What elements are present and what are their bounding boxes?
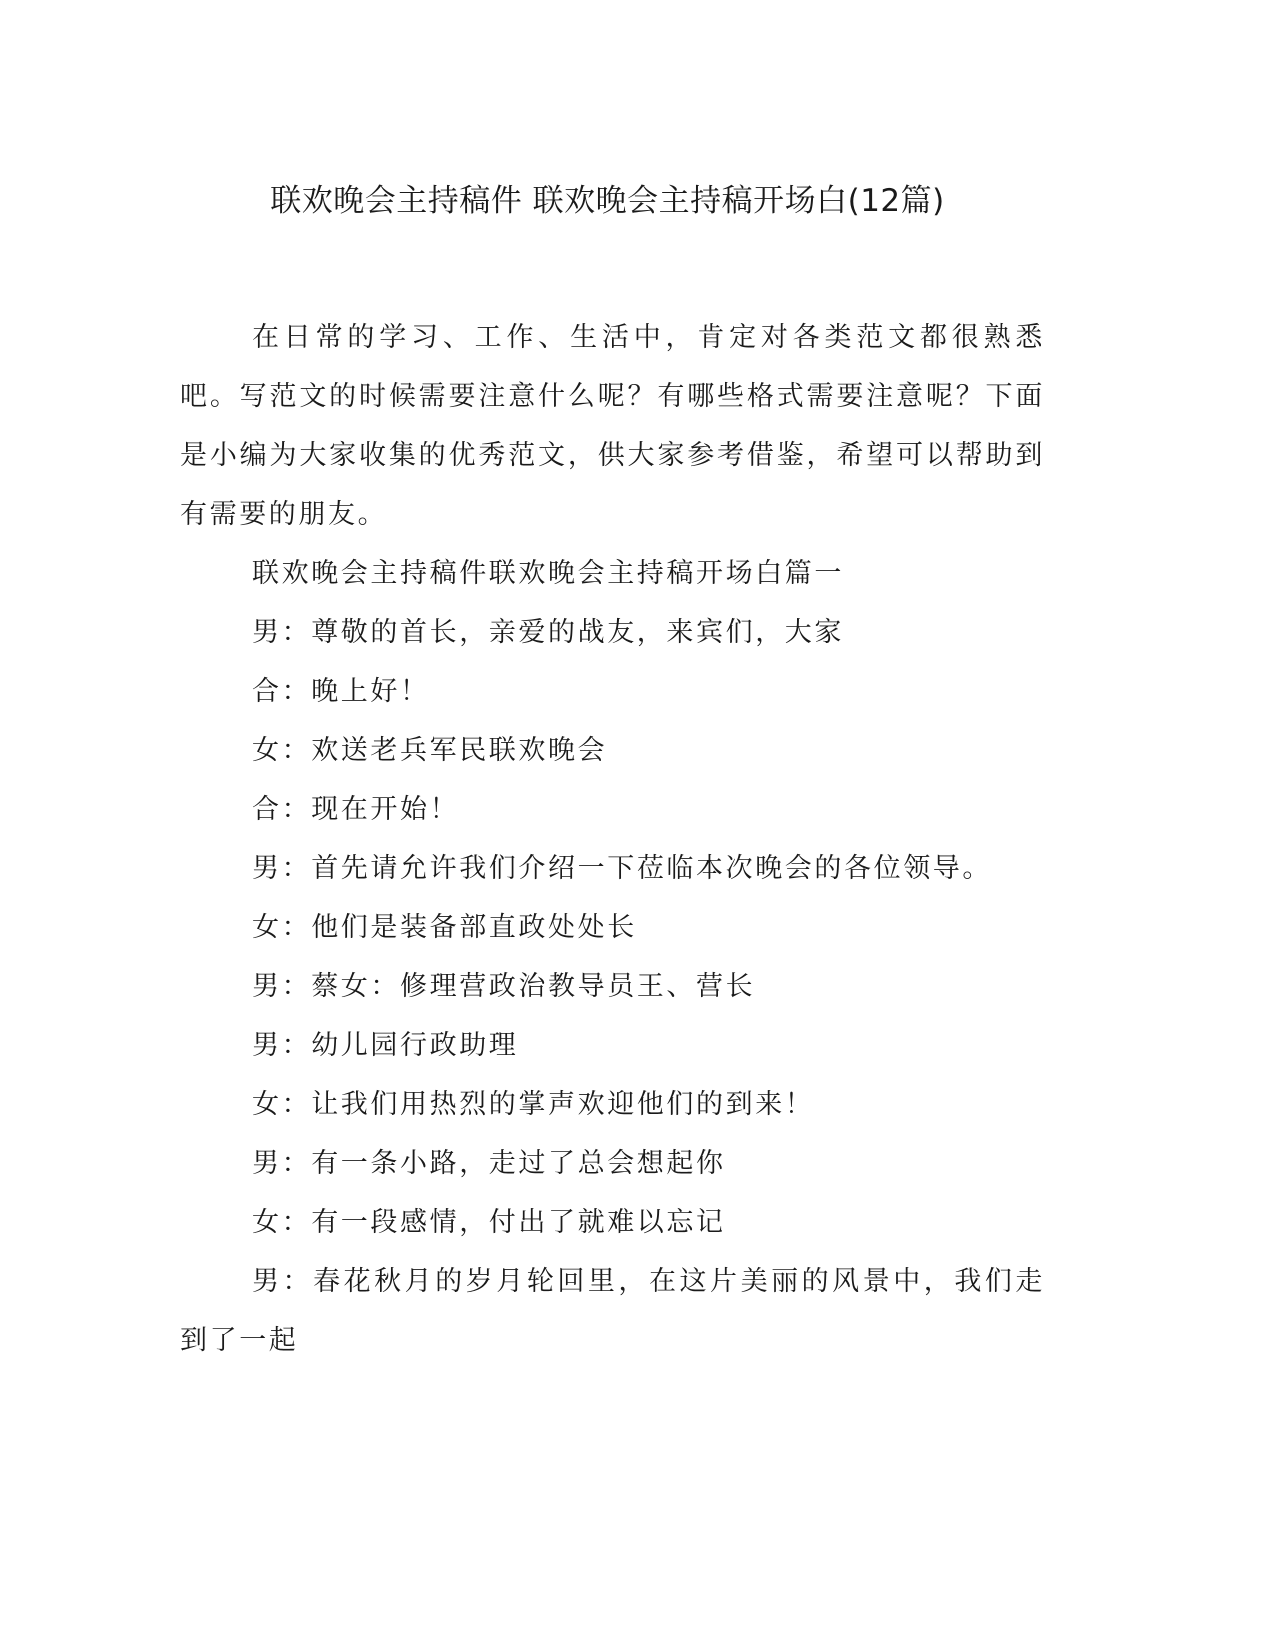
script-line: 男：有一条小路，走过了总会想起你 — [252, 1148, 726, 1179]
document-title: 联欢晚会主持稿件 联欢晚会主持稿开场白(12篇) — [270, 183, 945, 219]
document-body — [180, 308, 1045, 1370]
script-line: 合：晚上好！ — [252, 676, 430, 707]
script-line: 合：现在开始！ — [252, 794, 460, 825]
script-line: 女：他们是装备部直政处处长 — [252, 912, 637, 943]
script-line: 女：让我们用热烈的掌声欢迎他们的到来！ — [252, 1089, 815, 1120]
script-line: 男：首先请允许我们介绍一下莅临本次晚会的各位领导。 — [252, 853, 992, 884]
script-line: 女：欢送老兵军民联欢晚会 — [252, 735, 608, 766]
script-line: 男：尊敬的首长，亲爱的战友，来宾们，大家 — [252, 617, 844, 648]
script-line: 男：幼儿园行政助理 — [252, 1030, 519, 1061]
section-heading: 联欢晚会主持稿件联欢晚会主持稿开场白篇一 — [252, 558, 844, 589]
script-line: 女：有一段感情，付出了就难以忘记 — [252, 1207, 726, 1238]
script-line: 男：春花秋月的岁月轮回里，在这片美丽的风景中，我们走到了一起 — [180, 1266, 1045, 1356]
intro-paragraph: 在日常的学习、工作、生活中，肯定对各类范文都很熟悉吧。写范文的时候需要注意什么呢？有哪些格式需要注意呢？下面是小编为大家收集的优秀范文，供大家参考借鉴，希望可以帮助到有需要的朋友。 — [180, 322, 1045, 530]
script-line: 男：蔡女：修理营政治教导员王、营长 — [252, 971, 756, 1002]
